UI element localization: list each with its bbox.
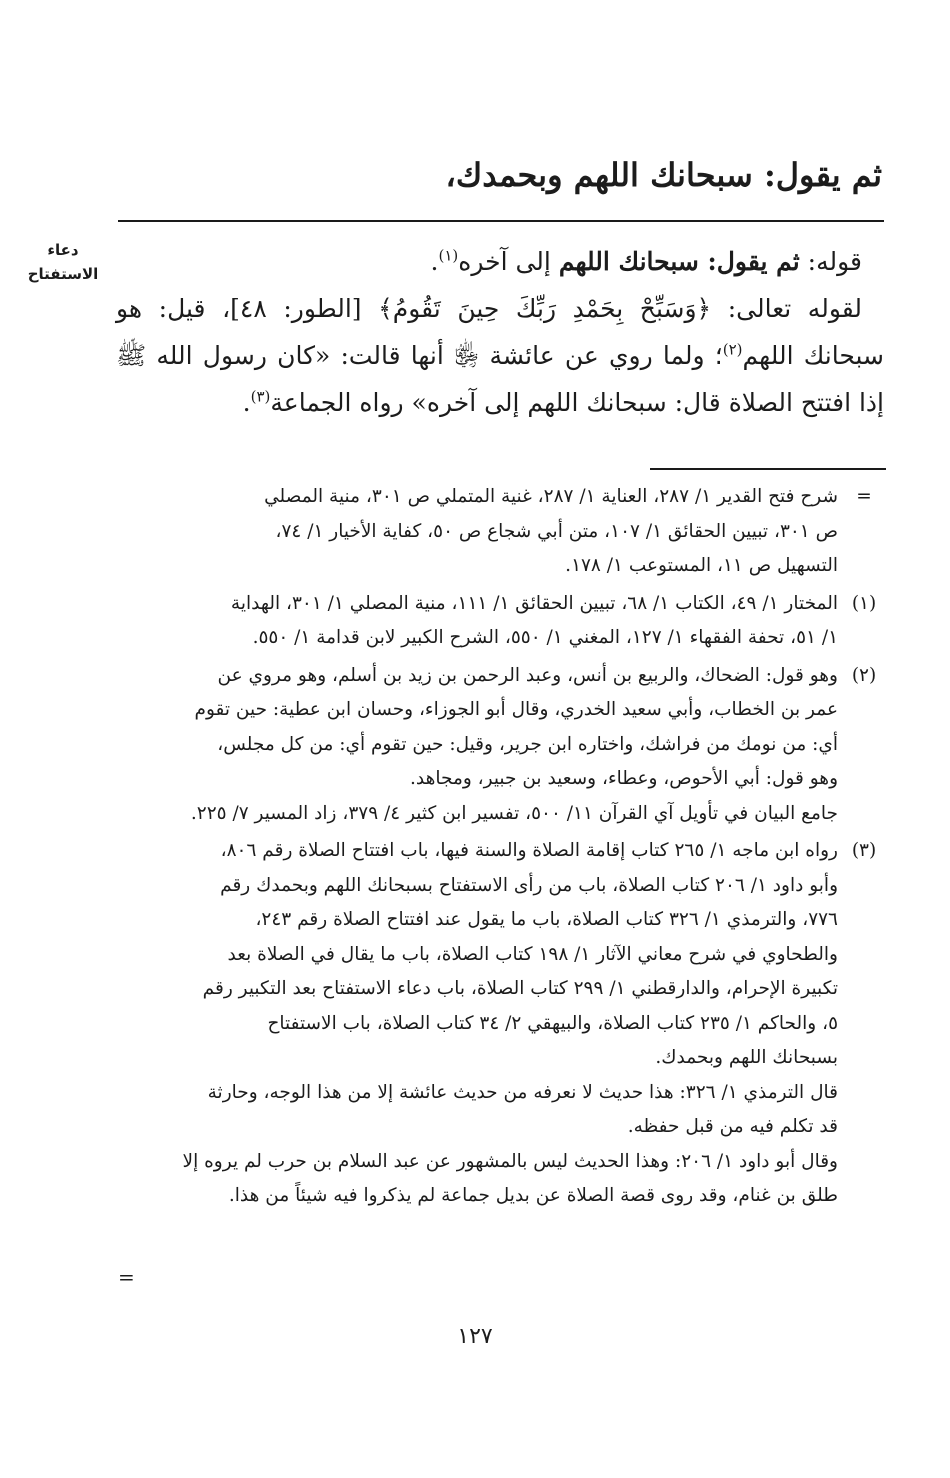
continuation-marker: = — [118, 1265, 135, 1289]
p1-bold-phrase: ثم يقول: سبحانك اللهم — [558, 247, 800, 276]
p1-rest: إلى آخره — [458, 247, 559, 276]
header-rule — [118, 220, 884, 222]
margin-note — [18, 238, 108, 286]
main-text — [116, 238, 884, 426]
footnote-ref-1: (١) — [438, 246, 459, 265]
footnote-line: أي: من نومك من فراشك، واختاره ابن جرير، وقيل: حين تقوم أي: من كل مجلس، — [217, 733, 838, 755]
footnote-line: عمر بن الخطاب، وأبي سعيد الخدري، وقال أبو الجوزاء، وحسان ابن عطية: حين تقوم — [194, 699, 838, 720]
footnote-line: والطحاوي في شرح معاني الآثار ١/ ١٩٨ كتاب الصلاة، باب ما يقال في الصلاة بعد — [227, 943, 838, 965]
footnote-1 — [114, 587, 884, 656]
footnote-ref-2: (٢) — [722, 340, 743, 359]
footnote-2 — [114, 659, 884, 832]
p2-part-b: ؛ ولما روي عن عائشة ﵂ أنها قالت: «كان رسول الله ﷺ إذا افتتح الصلاة قال: سبحانك اللهم إلى آخره» رواه الجماعة — [116, 341, 884, 417]
footnote-marker: = — [856, 486, 872, 507]
section-heading: ثم يقول: سبحانك اللهم وبحمدك، — [445, 156, 882, 194]
main-paragraph-1 — [116, 238, 884, 285]
footnote-line: بسبحانك اللهم وبحمدك. — [655, 1047, 838, 1068]
p1-end: . — [430, 247, 439, 276]
margin-note-line-1: دعاء — [47, 241, 79, 259]
footnote-line: رواه ابن ماجه ١/ ٢٦٥ كتاب إقامة الصلاة والسنة فيها، باب افتتاح الصلاة رقم ٨٠٦، — [220, 840, 838, 861]
footnote-marker: (٣) — [851, 840, 877, 861]
p2-end: . — [242, 388, 251, 417]
page-number: ١٢٧ — [457, 1324, 493, 1349]
footnote-line: وقال أبو داود ١/ ٢٠٦: وهذا الحديث ليس بالمشهور عن عبد السلام بن حرب لم يروه إلا — [182, 1150, 838, 1172]
footnote-line: ص ٣٠١، تبيين الحقائق ١/ ١٠٧، متن أبي شجاع ص ٥٠، كفاية الأخيار ١/ ٧٤، — [275, 520, 838, 542]
p2-part-a: لقوله تعالى: ﴿وَسَبِّحْ بِحَمْدِ رَبِّكَ حِينَ تَقُومُ﴾ [الطور: ٤٨]، قيل: هو سبحانك اللهم — [116, 294, 884, 370]
footnote-marker: (١) — [851, 592, 877, 614]
footnote-line: المختار ١/ ٤٩، الكتاب ١/ ٦٨، تبيين الحقائق ١/ ١١١، منية المصلي ١/ ٣٠١، الهداية — [230, 592, 838, 614]
footnote-line: ٧٧٦، والترمذي ١/ ٣٢٦ كتاب الصلاة، باب ما يقول عند افتتاح الصلاة رقم ٢٤٣، — [255, 909, 838, 930]
footnote-line: طلق بن غنام، وقد روى قصة الصلاة عن بديل جماعة لم يذكروا فيه شيئاً من هذا. — [228, 1185, 838, 1206]
main-paragraph-2 — [116, 285, 884, 426]
footnote-rule — [650, 468, 886, 470]
footnote-marker: (٢) — [851, 664, 877, 686]
footnote-line: ١/ ٥١، تحفة الفقهاء ١/ ١٢٧، المغني ١/ ٥٥٠، الشرح الكبير لابن قدامة ١/ ٥٥٠. — [252, 627, 838, 648]
footnote-continued — [114, 480, 884, 584]
footnote-line: التسهيل ص ١١، المستوعب ١/ ١٧٨. — [565, 555, 838, 576]
footnote-line: وأبو داود ١/ ٢٠٦ كتاب الصلاة، باب من رأى الاستفتاح بسبحانك اللهم وبحمدك رقم — [220, 874, 838, 896]
footnote-line: جامع البيان في تأويل آي القرآن ١١/ ٥٠٠، تفسير ابن كثير ٤/ ٣٧٩، زاد المسير ٧/ ٢٢٥. — [190, 802, 838, 824]
p1-prefix: قوله: — [799, 247, 862, 276]
footnote-ref-3: (٣) — [250, 387, 271, 406]
footnote-line: وهو قول: أبي الأحوص، وعطاء، وسعيد بن جبير، ومجاهد. — [410, 768, 838, 789]
footnotes — [114, 480, 884, 1217]
margin-note-line-2: الاستفتاح — [27, 265, 99, 283]
footnote-line: وهو قول: الضحاك، والربيع بن أنس، وعبد الرحمن بن زيد بن أسلم، وهو مروي عن — [217, 664, 838, 686]
footnote-3 — [114, 834, 884, 1214]
footnote-line: قال الترمذي ١/ ٣٢٦: هذا حديث لا نعرفه من حديث عائشة إلا من هذا الوجه، وحارثة — [207, 1081, 838, 1103]
footnote-line: ٥، والحاكم ١/ ٢٣٥ كتاب الصلاة، والبيهقي ٢/ ٣٤ كتاب الصلاة، باب الاستفتاح — [267, 1012, 838, 1034]
footnote-line: قد تكلم فيه من قبل حفظه. — [627, 1116, 838, 1137]
footnote-line: تكبيرة الإحرام، والدارقطني ١/ ٢٩٩ كتاب الصلاة، باب دعاء الاستفتاح بعد التكبير رقم — [202, 978, 838, 999]
footnote-line: شرح فتح القدير ١/ ٢٨٧، العناية ١/ ٢٨٧، غنية المتملي ص ٣٠١، منية المصلي — [264, 486, 838, 507]
